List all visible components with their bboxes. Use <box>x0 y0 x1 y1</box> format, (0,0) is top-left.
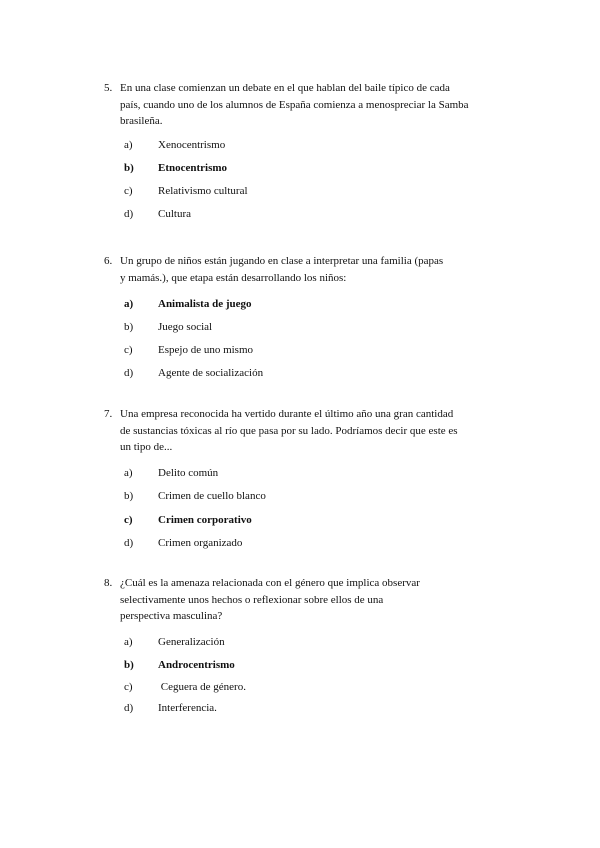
option-a-correct: a) Animalista de juego <box>124 298 252 310</box>
option-d: d) Cultura <box>124 208 191 220</box>
question-number: 5. <box>104 82 113 94</box>
question-text: ¿Cuál es la amenaza relacionada con el género que implica observar selectivamente unos hechos o reflexionar sobre ellos de una perspectiva masculina? <box>120 577 420 622</box>
option-c: c) Espejo de uno mismo <box>124 344 254 356</box>
option-b: b) Juego social <box>124 321 213 333</box>
option-d: d) Agente de socialización <box>124 367 264 379</box>
option-a: a) Delito común <box>124 467 219 479</box>
question-text: Una empresa reconocida ha vertido durante el último año una gran cantidad de sustancias tóxicas al río que pasa por su lado. Podríamos decir que este es un tipo de... <box>120 408 458 453</box>
question-number: 6. <box>104 255 113 267</box>
option-b-correct: b) Androcentrismo <box>124 659 235 671</box>
option-c: c) Ceguera de género. <box>124 681 246 693</box>
question-8 <box>104 575 524 625</box>
question-5 <box>104 80 524 130</box>
question-number: 8. <box>104 577 113 589</box>
option-c-correct: c) Crimen corporativo <box>124 514 252 526</box>
option-a: a) Xenocentrismo <box>124 139 226 151</box>
option-d: d) Interferencia. <box>124 702 217 714</box>
question-text: En una clase comienzan un debate en el que hablan del baile típico de cada país, cuando uno de los alumnos de España comienza a menospreciar la Samba brasileña. <box>120 82 469 127</box>
question-7 <box>104 406 524 456</box>
question-text: Un grupo de niños están jugando en clase a interpretar una familia (papas y mamás.), que etapa están desarrollando los niños: <box>120 255 444 284</box>
question-6 <box>104 253 524 286</box>
question-number: 7. <box>104 408 113 420</box>
option-b: b) Crimen de cuello blanco <box>124 490 266 502</box>
option-d: d) Crimen organizado <box>124 537 243 549</box>
option-c: c) Relativismo cultural <box>124 185 248 197</box>
option-b-correct: b) Etnocentrismo <box>124 162 228 174</box>
option-a: a) Generalización <box>124 636 225 648</box>
